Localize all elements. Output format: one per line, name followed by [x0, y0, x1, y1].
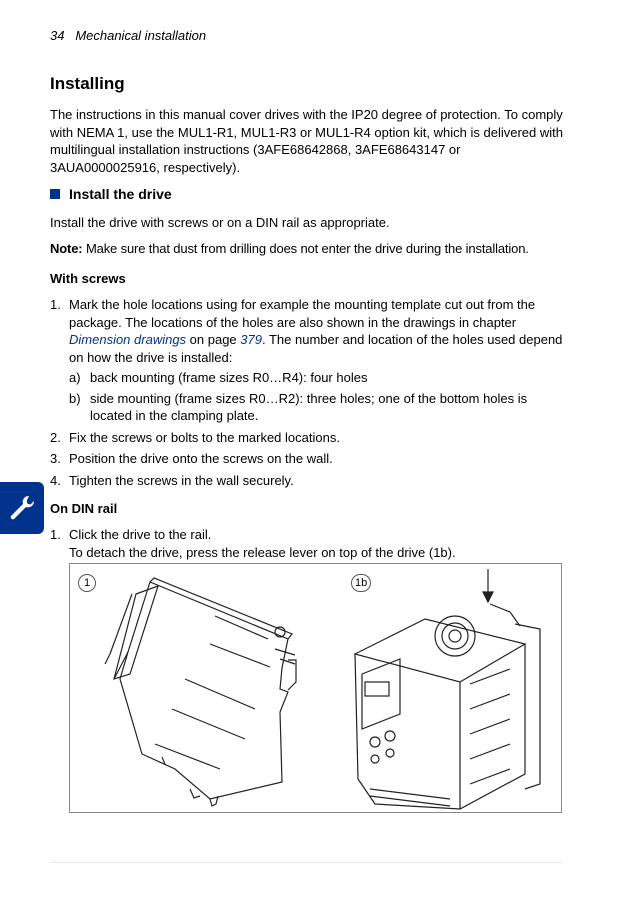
screws-steps — [50, 296, 570, 489]
intro-paragraph: The instructions in this manual cover drives with the IP20 degree of protection. To comply with NEMA 1, use the MUL1-R1, MUL1-R3 or MUL1-R4 option kit, which is delivered with multilingual installation instructions (3AFE68642868, 3AFE68643147 or 3AUA0000025916, respectively). — [50, 107, 563, 175]
page-header — [50, 28, 206, 43]
din-rail-heading: On DIN rail — [50, 501, 118, 516]
sub-text: back mounting (frame sizes R0…R4): four holes — [90, 370, 368, 385]
note-text: Make sure that dust from drilling does not enter the drive during the installation. — [85, 241, 529, 256]
with-screws-heading: With screws — [50, 271, 126, 286]
step-text: Tighten the screws in the wall securely. — [69, 472, 294, 488]
sub-text: side mounting (frame sizes R0…R2): three holes; one of the bottom holes is located in the clamping plate. — [90, 390, 528, 423]
sub-item — [69, 390, 570, 425]
list-item — [50, 429, 570, 447]
step-number: 2. — [50, 429, 61, 445]
sub-label: a) — [69, 370, 81, 385]
step-number: 4. — [50, 472, 61, 488]
chapter-tab — [0, 482, 44, 534]
figure-label-1: 1 — [78, 574, 96, 592]
din-steps — [50, 526, 570, 561]
install-text: Install the drive with screws or on a DIN rail as appropriate. — [50, 215, 390, 230]
bullet-square-icon — [50, 189, 60, 199]
installation-figure — [69, 563, 562, 813]
section-title: Mechanical installation — [75, 28, 207, 43]
note-paragraph — [50, 240, 580, 258]
sub-item — [69, 369, 570, 387]
step-text: To detach the drive, press the release lever on top of the drive (1b). — [69, 544, 456, 560]
step-number: 1. — [50, 527, 61, 542]
step-text: on page — [186, 332, 241, 347]
dimension-drawings-link[interactable]: Dimension drawings — [69, 332, 187, 347]
page-title: Installing — [50, 74, 125, 93]
drive-side-drawing — [70, 564, 561, 812]
sub-label: b) — [69, 390, 81, 406]
step-text: Fix the screws or bolts to the marked locations. — [69, 429, 340, 445]
footer-divider — [50, 862, 562, 863]
list-item — [50, 296, 570, 425]
wrench-icon — [7, 493, 37, 523]
list-item — [50, 450, 570, 468]
step-number: 1. — [50, 297, 61, 312]
list-item — [50, 472, 570, 490]
list-item — [50, 526, 570, 561]
page-number: 34 — [50, 28, 65, 43]
page-ref-link[interactable]: 379 — [240, 332, 262, 347]
step-text: Click the drive to the rail. — [69, 527, 212, 542]
step-text: Position the drive onto the screws on the wall. — [69, 451, 333, 466]
install-heading-text: Install the drive — [69, 186, 172, 202]
step-number: 3. — [50, 451, 61, 466]
install-heading — [50, 186, 172, 202]
figure-label-1b: 1b — [351, 574, 371, 592]
step-text: . The number and location of the holes used depend on how the drive is installed: — [69, 332, 563, 365]
note-label: Note: — [50, 241, 83, 256]
step-text: Mark the hole locations using for example the mounting template cut out from the package. The locations of the holes are also shown in the drawings in chapter — [69, 297, 536, 330]
